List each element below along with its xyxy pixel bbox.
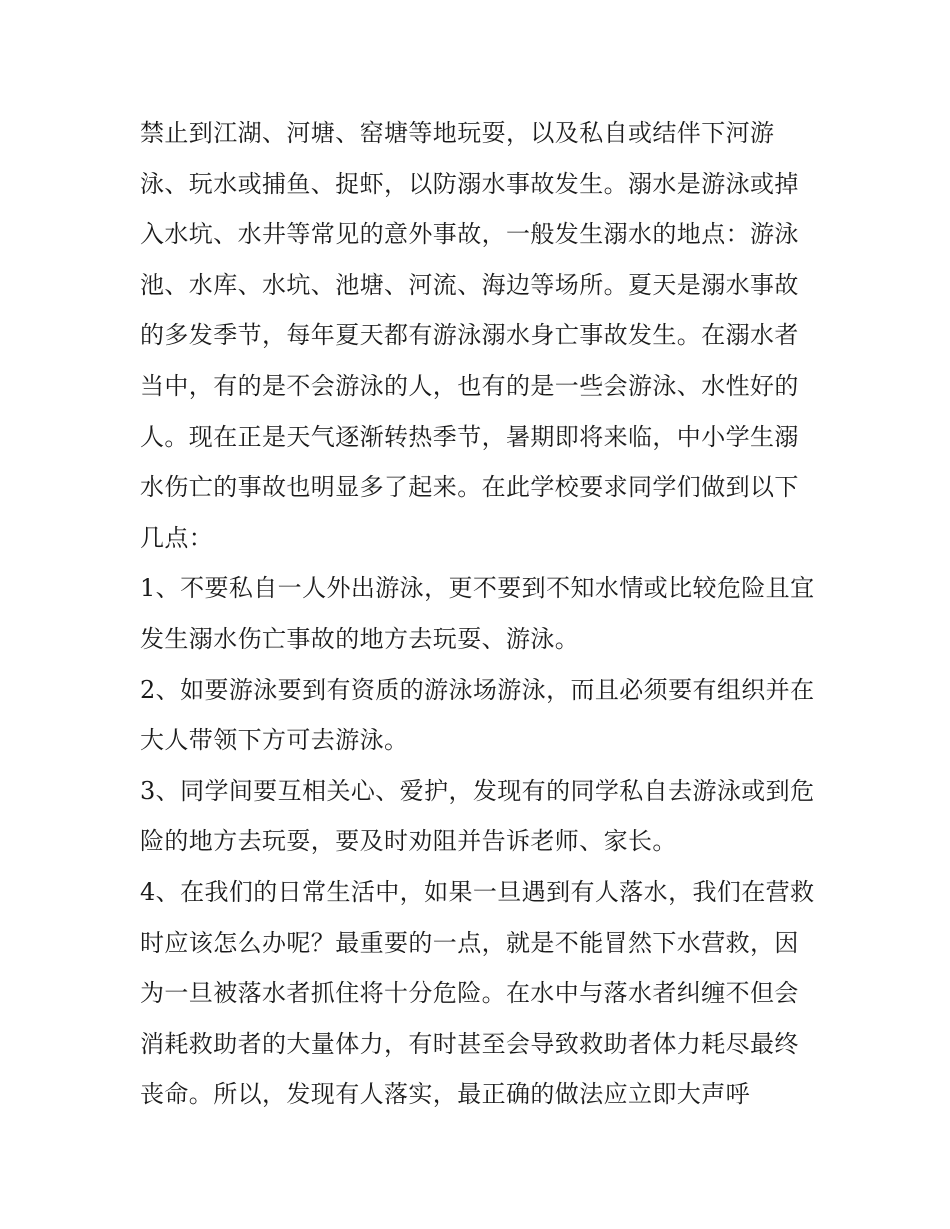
document-body <box>140 108 820 1120</box>
rule-item-1: 1、不要私自一人外出游泳，更不要到不知水情或比较危险且宜发生溺水伤亡事故的地方去玩耍、游泳。 <box>140 574 815 653</box>
intro-paragraph: 禁止到江湖、河塘、窑塘等地玩耍，以及私自或结伴下河游泳、玩水或捕鱼、捉虾，以防溺水事故发生。溺水是游泳或掉入水坑、水井等常见的意外事故，一般发生溺水的地点：游泳池、水库、水坑、池塘、河流、海边等场所。夏天是溺水事故的多发季节，每年夏天都有游泳溺水身亡事故发生。在溺水者当中，有的是不会游泳的人，也有的是一些会游泳、水性好的人。现在正是天气逐渐转热季节，暑期即将来临，中小学生溺水伤亡的事故也明显多了起来。在此学校要求同学们做到以下几点： <box>140 119 799 552</box>
rule-item-3: 3、同学间要互相关心、爱护，发现有的同学私自去游泳或到危险的地方去玩耍，要及时劝阻并告诉老师、家长。 <box>140 776 815 856</box>
rule-item-2: 2、如要游泳要到有资质的游泳场游泳，而且必须要有组织并在大人带领下方可去游泳。 <box>140 675 815 755</box>
rule-item-4: 4、在我们的日常生活中，如果一旦遇到有人落水，我们在营救时应该怎么办呢？最重要的一点，就是不能冒然下水营救，因为一旦被落水者抓住将十分危险。在水中与落水者纠缠不但会消耗救助者的大量体力，有时甚至会导致救助者体力耗尽最终丧命。所以，发现有人落实，最正确的做法应立即大声呼 <box>140 877 815 1109</box>
